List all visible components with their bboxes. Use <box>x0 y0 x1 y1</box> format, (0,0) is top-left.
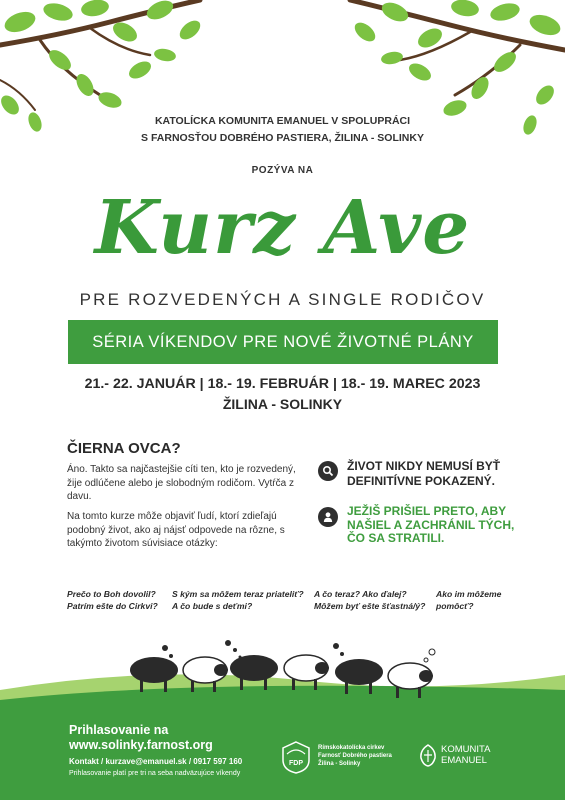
search-icon <box>318 461 338 481</box>
feature-life-text: ŽIVOT NIKDY NEMUSÍ BYŤ DEFINITÍVNE POKAZENÝ. <box>347 459 501 488</box>
feature-jesus <box>318 505 518 546</box>
emanuel-name: KOMUNITA EMANUEL <box>441 744 491 766</box>
parish-logo <box>279 740 313 774</box>
registration-note: Prihlasovanie platí pre tri na seba nadväzujúce víkendy <box>69 770 241 777</box>
registration-link[interactable]: www.solinky.farnost.org <box>69 738 213 752</box>
question-group: Ako im môžeme pomôcť? <box>436 589 502 611</box>
registration-title: Prihlasovanie na <box>69 723 169 737</box>
organizer-header <box>0 113 565 147</box>
question-group: Prečo to Boh dovolil? Patrím ešte do Cirkvi? <box>67 589 158 611</box>
event-dates: 21.- 22. JANUÁR | 18.- 19. FEBRUÁR | 18.- 19. MAREC 2023 <box>84 376 481 392</box>
event-subtitle: PRE ROZVEDENÝCH A SINGLE RODIČOV <box>79 290 486 309</box>
event-title: Kurz Ave <box>94 185 471 271</box>
contact-info: Kontakt / kurzave@emanuel.sk / 0917 597 160 <box>69 757 243 766</box>
question-group: A čo teraz? Ako ďalej? Môžem byť ešte šťastná/ý? <box>314 589 426 611</box>
parish-name: Rímskokatolícka cirkev Farnosť Dobrého pastiera Žilina - Solinky <box>318 745 392 767</box>
series-banner <box>68 320 498 364</box>
question-group: S kým sa môžem teraz priateliť? A čo bude s deťmi? <box>172 589 304 611</box>
person-icon <box>318 507 338 527</box>
course-paragraph: Na tomto kurze môže objaviť ľudí, ktorí zdieľajú podobný život, ako aj nájsť odpovede na rôzne, s takýmto životom súvisiace otázky: <box>67 511 285 550</box>
invites-label: POZÝVA NA <box>251 165 314 176</box>
intro-paragraph: Áno. Takto sa najčastejšie cíti ten, kto je rozvedený, žije odlúčene alebo je slobodným rodičom. Vytŕča z davu. <box>67 464 296 503</box>
header-line-1: KATOLÍCKA KOMUNITA EMANUEL V SPOLUPRÁCI <box>154 115 411 127</box>
event-place: ŽILINA - SOLINKY <box>222 396 343 412</box>
banner-text: SÉRIA VÍKENDOV PRE NOVÉ ŽIVOTNÉ PLÁNY <box>92 332 474 351</box>
section-title: ČIERNA OVCA? <box>67 440 181 457</box>
header-line-2: S FARNOSŤOU DOBRÉHO PASTIERA, ŽILINA - SOLINKY <box>141 132 424 144</box>
emanuel-logo <box>417 742 439 768</box>
feature-jesus-text: JEŽIŠ PRIŠIEL PRETO, ABY NAŠIEL A ZACHRÁNIL TÝCH, ČO SA STRATILI. <box>347 504 515 545</box>
feature-life <box>318 459 518 489</box>
svg-text:FDP: FDP <box>289 760 303 767</box>
